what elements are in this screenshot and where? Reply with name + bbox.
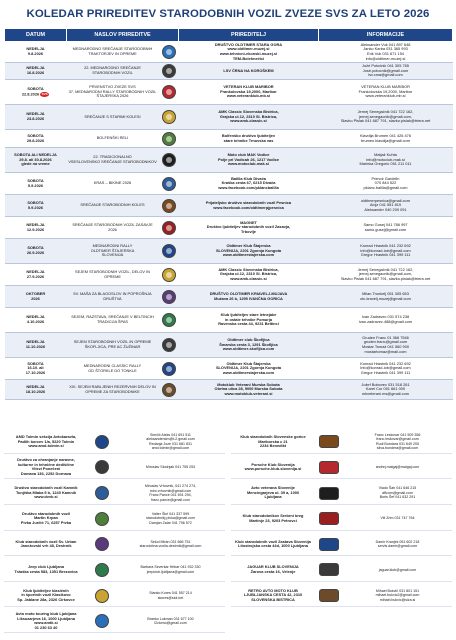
club-logo-icon	[319, 461, 339, 474]
club-logo	[88, 459, 116, 475]
club-contact: jaguar.klub@gmail.com	[378, 567, 417, 572]
event-title: SREČANJE STAROBODNIH VOZIL ZASAVJE 2026	[67, 217, 159, 239]
event-logo-cell	[159, 105, 179, 130]
table-row	[5, 333, 453, 358]
event-logo-cell	[159, 286, 179, 308]
event-logo-cell	[159, 173, 179, 195]
table-header-row	[5, 29, 453, 42]
table-row	[5, 286, 453, 308]
club-emblem-icon	[162, 221, 176, 235]
svs-badge: SVS	[41, 91, 48, 96]
club-entry	[4, 559, 225, 582]
event-logo-cell	[159, 217, 179, 239]
event-organizer: Moto club MAK Vodice Polje pri Vodicah 26, 1217 Vodice www.motoclub-mak.si	[179, 148, 319, 173]
club-emblem-icon	[162, 290, 176, 304]
club-logo-icon	[319, 487, 339, 500]
club-logo	[315, 485, 343, 501]
club-directory	[4, 431, 452, 636]
table-row	[5, 80, 453, 105]
event-organizer: Klub ljubiteljev stare letnejake in ostale tehnike Pomurja Ravenska cesta 44, 9231 Beltinci	[179, 308, 319, 333]
club-emblem-icon	[162, 85, 176, 99]
club-name: Avto veterana Slovenije Mencingarjeva ul. 39 a, 1000 Ljubljana	[246, 485, 300, 500]
event-title: 22. TRADICIONALNO VSESLOVENSKO SREČANJE STAROBODNIKOV	[67, 148, 159, 173]
club-name: Društvo za ohranjanje naravne, kulturne in tehnične dediščine Vitezi Ponečeni Domava 136, 2252 Dornava	[17, 457, 75, 477]
club-emblem-icon	[162, 132, 176, 146]
event-info: oldtimerpesnica@gmail.com Alojz 041 551 819 Aleksander 040 209 091	[319, 195, 453, 217]
event-organizer: VETERAN KLUB MARIBOR Frankolovska 19,2000, Maribor www.veteranklub-mb.si	[179, 80, 319, 105]
event-title: KRAS – BIKINE 2026	[67, 173, 159, 195]
event-info: Jernej Senegačnik 041 722 162, jernej.senegacnik@gmail.com, Slavko Pislak 041 687 791, slavko.pislak@triera.net	[319, 264, 453, 286]
event-title: MEDNARODNI CLASSIC RALLY OD ŠTORKLE DO TONKLE	[67, 358, 159, 380]
club-logo-icon	[95, 614, 109, 628]
club-contact: Miroslav Vrhovnik, 041 274 274, miro.vrhovnik@gmail.com Franc Pance 041 691 294, franc.pance@gmail.com	[144, 484, 197, 502]
event-date: SOBOTA 5.9.2026	[5, 173, 67, 195]
event-title: PRVENSTVO ZVEZE SVS 37. MEDNARODNI RALLY STAROBODNIH VOZIL ŠTAJERSKA 2026	[67, 80, 159, 105]
event-title: MEDNARODNO SREČANJE STARODOBNIH TRAKTORJEV IN OPREME	[67, 42, 159, 63]
club-entry	[4, 585, 225, 608]
club-contact: Miroslav Slodnjak 041 755 253	[145, 465, 196, 470]
event-title: SREČANJE STAROBODNIH KOLES	[67, 195, 159, 217]
club-logo	[88, 511, 116, 527]
event-organizer: AMK Classic Slovenska Bistrica, Grajska ul.12, 2310 Sl. Bistrica, www.amk-classic.si	[179, 105, 319, 130]
event-organizer: Bolfenško društvo ljubiteljev stare tehnike Trnovska vas	[179, 130, 319, 148]
column-header-info: INFORMACIJE	[319, 29, 453, 42]
event-date: SOBOTA 16.10. ali 17.10.2026	[5, 358, 67, 380]
club-name: Klub starodobnikov Srebrni breg Martinje 23, 9203 Petrovci	[242, 513, 304, 523]
event-schedule-table	[4, 28, 453, 400]
club-entry	[231, 508, 452, 531]
club-contact: Barbara Severkar Hribar 041 932 330 jeepclub.ljubljana@gmail.com	[140, 565, 201, 574]
event-logo-cell	[159, 80, 179, 105]
club-contact: Simčič Aleks 041 691 511 aleksandersim@t-2.gmail.com Redanja Joze 031 681 831 amd.tolmin@gmail.com	[146, 432, 195, 451]
table-row	[5, 130, 453, 148]
event-organizer: AMK Classic Slovenska Bistrica, Grajska ul.12, 2310 Sl. Bistrica, www.amk-classic.si	[179, 264, 319, 286]
club-entry	[231, 457, 452, 480]
club-name: RETRO AVTO MOTO KLUB LJUBLJANSKA CESTA 42, 2310 SLOVENSKA BISTRICA	[243, 587, 303, 602]
event-organizer: Prijateljsko društvo starodobnih vozil Pesnica www.facebook.com/oldtimerpjpesnica	[179, 195, 319, 217]
club-entry	[4, 508, 225, 531]
event-title: MEDNARODNI RALLY OLDTIMER ŠTAJERSKA SLOVENIJA	[67, 239, 159, 264]
club-logo	[315, 511, 343, 527]
club-entry	[231, 431, 452, 454]
table-row	[5, 308, 453, 333]
event-logo-cell	[159, 380, 179, 400]
club-contact: Vlado Šah 041 646 215 affcom@gmail.com Boris Šef 041 632 291	[378, 486, 417, 500]
club-entry	[4, 534, 225, 557]
event-title: SEJEM, RAZSTAVA, SREČANJE V BELTINCIH TRADICIJA ŠPAS	[67, 308, 159, 333]
club-logo-icon	[95, 460, 109, 474]
event-organizer: DRUŠTVO OLDTIMER STARA GORA www.oldtimer-muzej.si www.tehnicni-ekonski-muzej.si TEM-Bolehnečici	[179, 42, 319, 63]
event-date: NEDELJA 27.9.2026	[5, 264, 67, 286]
event-organizer: MAGNET Društvo ljubiteljev starodobnih vozil Zasavja, Trbovlje	[179, 217, 319, 239]
club-logo	[88, 536, 116, 552]
event-organizer: Motoklub Veterani Murska Sobota Obrtna ulica 28, 9000 Murska Sobota www.motoklub-veterani.si	[179, 380, 319, 400]
event-date: SOBOTA 29.8.2026	[5, 130, 67, 148]
club-logo-icon	[95, 537, 109, 551]
club-contact: Valter Škrl 041 337 599 starodobnikj.pivka@gmail.com Damjan Zalar 041 796 572	[146, 511, 195, 525]
event-info: Samo Gusej 041 786 997 samo.gusej@gmail.com	[319, 217, 453, 239]
club-logo-icon	[319, 589, 339, 602]
event-date: SOBOTA 26.9.2026	[5, 239, 67, 264]
club-logo	[315, 434, 343, 450]
event-info: Jožef Bobovec 031 518 261 Karel Cor 051 661 000 mkveterani.ms@gmail.com	[319, 380, 453, 400]
table-row	[5, 264, 453, 286]
club-contact: Vili Zrim 031 747 764	[380, 516, 415, 521]
event-info: Ivan Zadravec 031 574 238 ivan.zadravec.488@gmail.com	[319, 308, 453, 333]
club-name: Klub starodobnih vozil Sv. Urban Janežovski vrh 48, Destrnik	[15, 538, 77, 549]
event-organizer: Oldtimer club Škofljica Šmarska cesta 3, 1291 Škofljica www.oldtimer-skofljica.com	[179, 333, 319, 358]
event-date: NEDELJA 18.10.2026	[5, 380, 67, 400]
club-name: Klub ljubiteljev klasičnih in športnih vozil Klasikovo Sp. Jablane 28a, 2326 Cirkovce	[17, 587, 75, 602]
club-emblem-icon	[162, 177, 176, 191]
club-logo-icon	[95, 563, 109, 577]
event-date: OKTOBER 2026	[5, 286, 67, 308]
club-emblem-icon	[162, 313, 176, 327]
table-row	[5, 217, 453, 239]
event-date: NEDELJA 12.9.2026	[5, 217, 67, 239]
club-entry	[231, 559, 452, 582]
event-title: 5V. MAŠA ZA BLAGOSLOV IN POPROŠNJA DRUŠTVA	[67, 286, 159, 308]
club-logo-icon	[95, 435, 109, 449]
club-logo-icon	[319, 563, 339, 576]
club-logo	[315, 459, 343, 475]
event-organizer: DRUŠTVO OLDTIMER KRIAVELJ-MUJAVA Mužava 26 b, 1295 IVANČNA GORICA	[179, 286, 319, 308]
event-title: SEJEM STAROBODNIH VOZIL IN OPREME ŠKOFLJICA, PRE AC ŽUŽINAR	[67, 333, 159, 358]
club-name: Klub starodobnih Slovenske gorice Mariborska c 21 2234 Benedikt	[240, 433, 306, 449]
table-row	[5, 148, 453, 173]
club-logo-icon	[95, 486, 109, 500]
club-logo	[88, 485, 116, 501]
club-name: Porsche Klub Slovenija www.porsche-klub-slovenija.si	[244, 461, 302, 472]
club-emblem-icon	[162, 153, 176, 167]
table-row	[5, 380, 453, 400]
club-entry	[4, 431, 225, 454]
event-logo-cell	[159, 239, 179, 264]
club-logo-icon	[319, 435, 339, 448]
table-row	[5, 358, 453, 380]
club-name: Jeep club Ljubljana Tržaška cesta 583, 1351 Brezovica	[14, 564, 78, 574]
club-name: Društvo starodobnih vozil Martin Krpan Pivka Jurčič 71, 6257 Pivka	[20, 510, 72, 526]
club-contact: Sekol Mirán 031 666 751 starodobna.vozila.destrnik@gmail.com	[139, 539, 202, 549]
club-name: JAGUAR KLUB SLOVENIJA Žarova cesta 16, Velenje	[247, 564, 299, 574]
event-info: Matjaž Kuhta info@motoclub-mak.si Marinka Gregoric 051 211 011	[319, 148, 453, 173]
event-info: Gruden Franc 01 366 7546 gruden.franc@gmail.com Mostar Tomaž 041 560 900 mostartomaz@mail.com	[319, 333, 453, 358]
event-rows	[5, 42, 453, 400]
event-date: SOBOTA ALI NEDELJA 29.8. ali 30.8.2026 glede na vreme	[5, 148, 67, 173]
event-info: Jožé Potočnik 041 305 765 José.potocnik@gmail.com lsv.cma@gmail.com	[319, 63, 453, 80]
event-date: NEDELJA 9.8.2026	[5, 42, 67, 63]
club-logo	[88, 434, 116, 450]
event-logo-cell	[159, 42, 179, 63]
club-logo	[88, 613, 116, 629]
club-emblem-icon	[162, 199, 176, 213]
column-header-organizer: PRIREDITELJ	[179, 29, 319, 42]
event-organizer: Balilla Klub Divača Kraška cesta 67, 6215 Divača www.facebook.com/pklancbalilla	[179, 173, 319, 195]
event-logo-cell	[159, 195, 179, 217]
event-title: SREČANJE S STARIMI KOLESI	[67, 105, 159, 130]
club-contact: Branko Lukman 031 677 100 l2clomo@gmail.com	[147, 616, 194, 626]
event-info: Aleksander Vuk 041 897 648 Janko Karba 031 365 993 Erik Vuk 031 671 154 info@oldtimer-muzej.si	[319, 42, 453, 63]
event-info: Konrad Hrastnik 041 232 692 info@konrad-iob@gmail.com Gregor Hrastnik 041 399 111	[319, 358, 453, 380]
club-logo	[88, 588, 116, 604]
club-logo-icon	[319, 538, 339, 551]
table-row	[5, 63, 453, 80]
club-emblem-icon	[162, 383, 176, 397]
club-name: AMD Tolmin sekcija Avtokaravla, Padlih borcev 1/a, 5220 Tolmin www.amd-tolmin.si	[15, 433, 77, 449]
event-title: SEJEM STAROBODNIH VOZIL, DELOV IN OPREME	[67, 264, 159, 286]
club-emblem-icon	[162, 64, 176, 78]
event-title: BOLFENŠKI RELI	[67, 130, 159, 148]
event-title: 22. MEDNARODNO SREČANJE STAROBODNIH VOZIL	[67, 63, 159, 80]
event-date: NEDELJA 16.8.2026	[5, 63, 67, 80]
club-contact: Mihael Bukvič 031 801 151 mihael.bukvic2@gmail.com mihael.bukvic@siza.si	[375, 588, 420, 602]
club-name: Klub starodobnih vozil Zastava Slovenija Litostrojska cesta 44d, 1000 Ljubljana	[235, 538, 311, 549]
club-logo-icon	[95, 512, 109, 526]
club-entry	[4, 610, 225, 633]
event-info: VETERAN KLUB MARIBOR Frankolovska 19,2000, Maribor www.veteranklub-mb.si	[319, 80, 453, 105]
club-emblem-icon	[162, 362, 176, 376]
table-row	[5, 173, 453, 195]
club-contact: Franc Leskovar 041 509 356 franc.leskovar@gmail.com Rudi Bundara 031 649 205 silva.bundera@gmail.com	[374, 432, 421, 451]
club-emblem-icon	[162, 45, 176, 59]
event-organizer: LSV ČRNA NA KOROŠKEM	[179, 63, 319, 80]
club-entry	[231, 585, 452, 608]
column-header-title: NASLOV PRIREDITVE	[67, 29, 179, 42]
event-logo-cell	[159, 148, 179, 173]
club-logo	[315, 588, 343, 604]
event-logo-cell	[159, 130, 179, 148]
event-title: XXI. SEJEM RABLJENIH REZERVNIH DELOV IN OPREME ZA STAROBODNIKE	[67, 380, 159, 400]
club-contact: andrej.malgaj@malgaj.com	[375, 465, 420, 470]
club-emblem-icon	[162, 268, 176, 282]
event-info: Jernej Senegačnik 041 722 162, jernej.senegacnik@gmail.com, Slavko Pislak 041 687 791, slavko.pislak@triera.net	[319, 105, 453, 130]
club-logo	[315, 536, 343, 552]
club-emblem-icon	[162, 110, 176, 124]
event-organizer: Oldtimer Klub Štajerska SLOVENIJA, 2201 Zgornja Kungota www.oldtimerstajerska.com	[179, 358, 319, 380]
event-info: Primož Gardelin 070 844 522 pklanc.balilla@gmail.com	[319, 173, 453, 195]
event-logo-cell	[159, 333, 179, 358]
table-row	[5, 42, 453, 63]
event-logo-cell	[159, 358, 179, 380]
club-logo-icon	[319, 512, 339, 525]
club-entry	[4, 482, 225, 505]
club-emblem-icon	[162, 338, 176, 352]
column-header-date: DATUM	[5, 29, 67, 42]
event-info: Konrad Hrastnik 041 232 692 info@konrad-iob@gmail.com Gregor Hrastnik 041 399 111	[319, 239, 453, 264]
club-name: Društvo starodobnih vozil Kamnik Tunjiška Mlaka 5 b, 1240 Kamnik www.dvvk.si	[14, 485, 78, 500]
table-row	[5, 239, 453, 264]
event-info: Klavdija Brumen 041 426 476 brumen.klavdija@gmail.com	[319, 130, 453, 148]
club-contact: Stanko Kores 041 557 214 skores@siol.net	[149, 591, 192, 600]
club-logo-icon	[95, 589, 109, 603]
page-title: KOLEDAR PRIREDITEV STARODOBNIH VOZIL ZVEZE SVS ZA LETO 2026	[26, 8, 430, 20]
event-date: SOBOTA 5.9.2026	[5, 195, 67, 217]
event-date: NEDELJA 11.10.2026	[5, 333, 67, 358]
table-row	[5, 195, 453, 217]
event-logo-cell	[159, 63, 179, 80]
event-date: NEDELJA 23.8.2026	[5, 105, 67, 130]
event-date: SOBOTA 22.8.2026 SVS	[5, 80, 67, 105]
club-emblem-icon	[162, 244, 176, 258]
club-entry	[4, 457, 225, 480]
event-logo-cell	[159, 264, 179, 286]
event-date: NEDELJA 4.10.2026	[5, 308, 67, 333]
club-entry	[231, 482, 452, 505]
event-logo-cell	[159, 308, 179, 333]
club-contact: Damir Kranjek 051 602 218 servis.damir@gmail.com	[375, 539, 420, 549]
club-logo	[88, 562, 116, 578]
club-logo	[315, 562, 343, 578]
club-name: Avto moto touring klub Ljubljana Liksozarjeva 16, 1000 Ljubljana www.amtk.si 01 230 63 40	[15, 610, 77, 630]
event-organizer: Oldtimer Klub Štajerska SLOVENIJA, 2201 Zgornja Kungota www.oldtimerstajerska.com	[179, 239, 319, 264]
event-info: Milan Trunkelj 051 305 653 otc.kravelj.muzej@gmail.com	[319, 286, 453, 308]
table-row	[5, 105, 453, 130]
club-entry	[231, 534, 452, 557]
